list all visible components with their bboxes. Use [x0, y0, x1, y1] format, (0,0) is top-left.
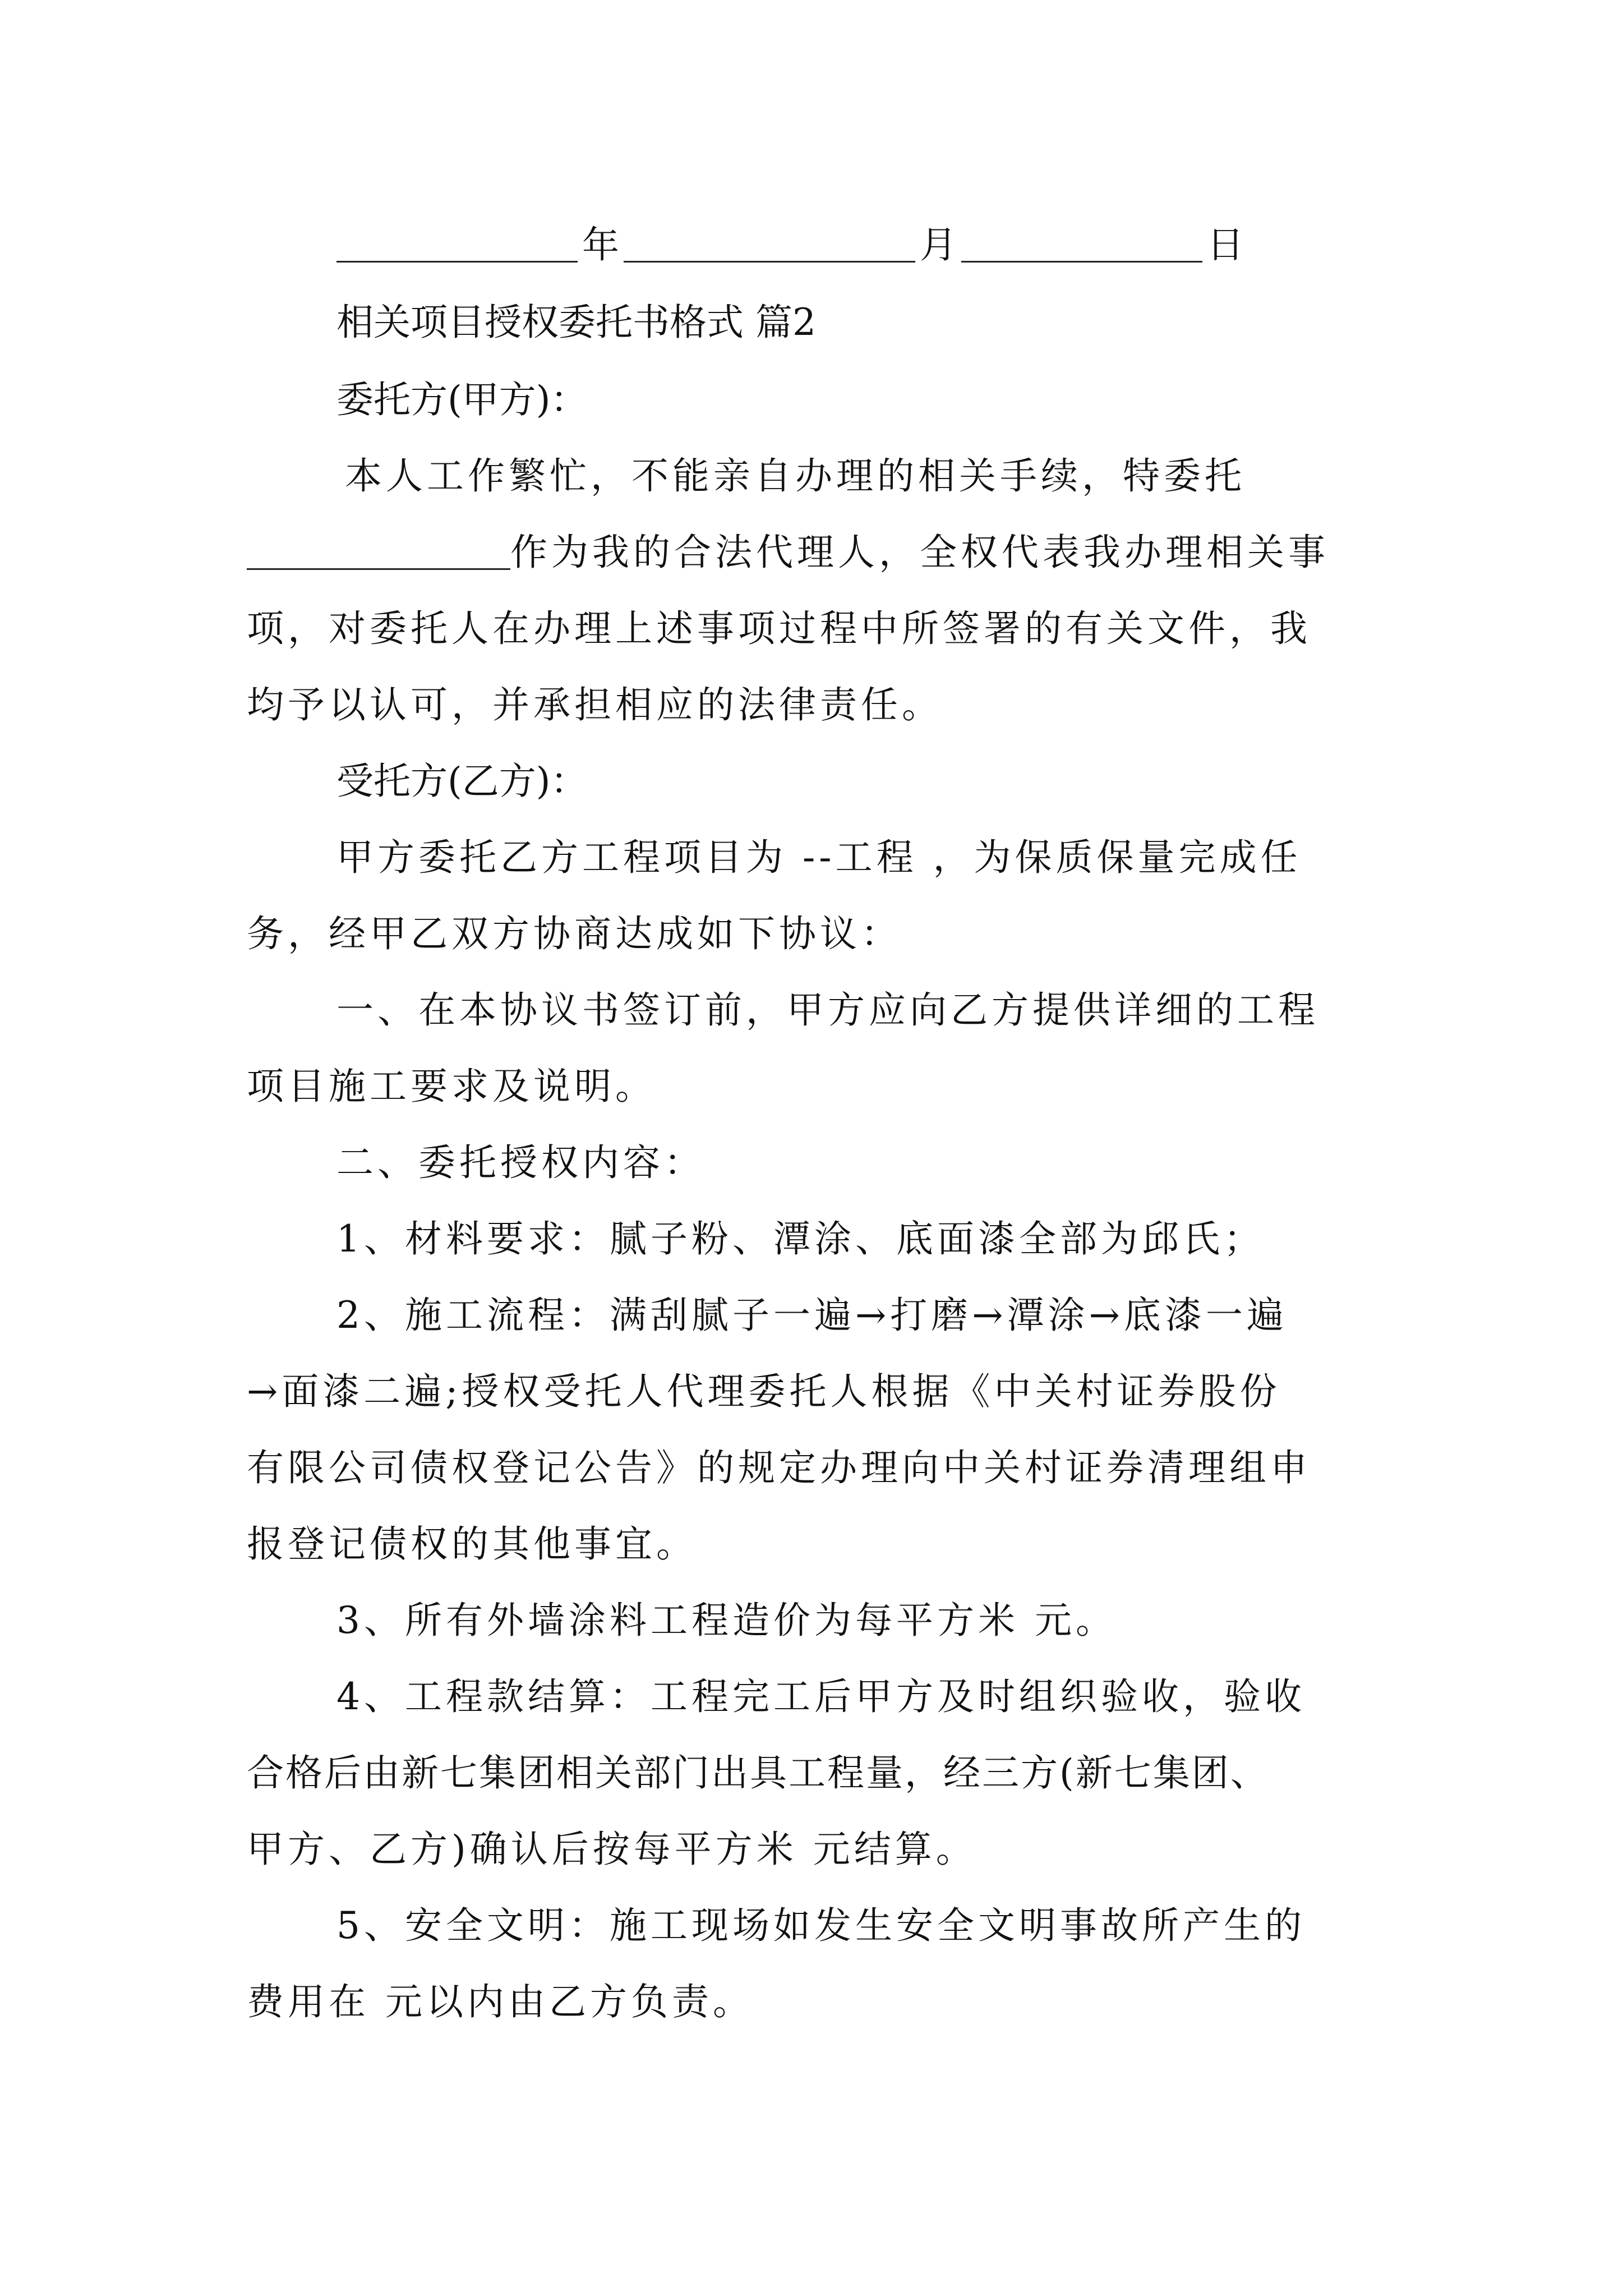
paragraph-2-line-2: 务，经甲乙双方协商达成如下协议：: [247, 912, 902, 955]
sub-item-2-line-4: 报登记债权的其他事宜。: [247, 1522, 697, 1566]
year-label: 年: [582, 223, 619, 266]
sub-item-5-line-1: 5、安全文明：施工现场如发生安全文明事故所产生的: [336, 1904, 1306, 1947]
sub-item-4-line-2: 合格后由新七集团相关部门出具工程量，经三方(新七集团、: [247, 1751, 1269, 1795]
sub-item-2-line-3: 有限公司债权登记公告》的规定办理向中关村证券清理组申: [247, 1446, 1311, 1489]
sub-item-4-line-3: 甲方、乙方)确认后按每平方米 元结算。: [247, 1828, 977, 1871]
sub-item-3: 3、所有外墙涂料工程造价为每平方米 元。: [336, 1599, 1117, 1642]
paragraph-1-line-1: 本人工作繁忙，不能亲自办理的相关手续，特委托: [345, 454, 1246, 498]
item-2-title: 二、委托授权内容：: [336, 1141, 705, 1184]
sub-item-2-line-1: 2、施工流程：满刮腻子一遍→打磨→潭涂→底漆一遍: [336, 1294, 1288, 1337]
item-1-line-1: 一、在本协议书签订前，甲方应向乙方提供详细的工程: [336, 988, 1319, 1032]
sub-item-5-line-2: 费用在 元以内由乙方负责。: [247, 1980, 754, 2023]
paragraph-1-line-2-text: 作为我的合法代理人，全权代表我办理相关事: [510, 531, 1329, 574]
agent-label: 受托方(乙方)：: [336, 760, 588, 803]
sub-item-2-line-2: →面漆二遍;授权受托人代理委托人根据《中关村证券股份: [247, 1370, 1281, 1413]
month-blank: [624, 222, 915, 263]
paragraph-2-line-1: 甲方委托乙方工程项目为 --工程 ，为保质保量完成任: [336, 836, 1302, 879]
sub-item-4-line-1: 4、工程款结算：工程完工后甲方及时组织验收，验收: [336, 1675, 1306, 1718]
paragraph-1-line-2: [247, 527, 1329, 578]
date-line: [336, 209, 1248, 270]
document-heading: 相关项目授权委托书格式 篇2: [336, 301, 816, 344]
paragraph-1-line-3: 项，对委托人在办理上述事项过程中所签署的有关文件，我: [247, 607, 1311, 650]
month-label: 月: [920, 223, 957, 266]
sub-item-1: 1、材料要求：腻子粉、潭涂、底面漆全部为邱氏；: [336, 1217, 1265, 1260]
agent-name-blank: [247, 531, 510, 570]
item-1-line-2: 项目施工要求及说明。: [247, 1065, 656, 1108]
day-blank: [961, 222, 1202, 263]
principal-label: 委托方(甲方)：: [336, 378, 588, 421]
year-blank: [336, 222, 578, 263]
paragraph-1-line-4: 均予以认可，并承担相应的法律责任。: [247, 683, 943, 726]
day-label: 日: [1207, 223, 1244, 266]
